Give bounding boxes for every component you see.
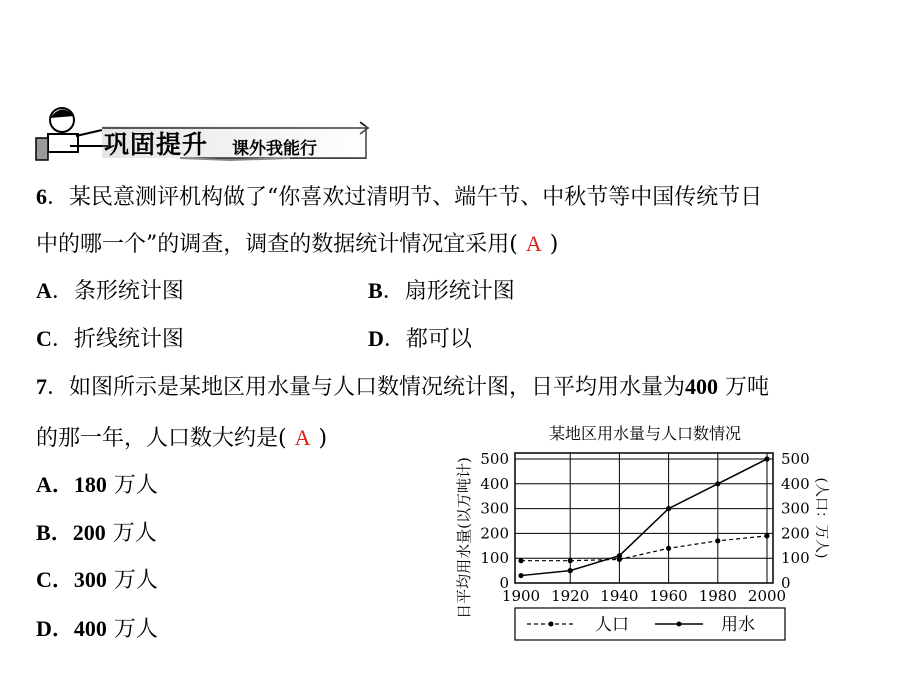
legend-label-water: 用水	[721, 615, 755, 635]
y-tick-left: 200	[480, 524, 509, 543]
q7-option-d: D．400 万人	[36, 616, 158, 642]
q7-number: 7	[36, 374, 47, 399]
plot-area	[515, 453, 773, 583]
q7-line2: 的那一年，人口数大约是( A )	[36, 425, 328, 451]
x-tick: 1900	[501, 587, 541, 605]
y-axis-right-label: (人口：万人)	[813, 477, 829, 559]
legend-marker-water	[677, 622, 682, 627]
q6-line2: 中的哪一个”的调查，调查的数据统计情况宜采用( A )	[36, 231, 559, 257]
data-point-water	[666, 506, 671, 511]
data-point-population	[518, 558, 523, 563]
y-axis-right-ticks	[781, 450, 810, 592]
q6-option-c: C．折线统计图	[36, 326, 184, 352]
data-point-water	[568, 568, 573, 573]
x-axis-ticks	[502, 587, 786, 605]
y-tick-left: 500	[480, 450, 509, 468]
y-axis-left-ticks	[480, 450, 509, 592]
legend-label-population: 人口	[595, 615, 629, 635]
student-writing-icon	[36, 108, 108, 160]
banner-subtitle: 课外我能行	[232, 139, 317, 159]
data-point-population	[715, 538, 720, 543]
q7-answer: A	[294, 425, 311, 450]
y-axis-left-label: 日平均用水量(以万吨计)	[455, 457, 473, 619]
q6-option-d: D．都可以	[368, 326, 472, 352]
data-point-water	[715, 481, 720, 486]
legend-marker-population	[549, 622, 554, 627]
grid	[515, 453, 773, 583]
y-tick-right: 200	[781, 524, 810, 543]
data-point-population	[764, 533, 769, 538]
y-tick-right: 100	[781, 549, 810, 568]
series-line-population	[521, 536, 767, 561]
y-tick-right: 300	[781, 499, 810, 518]
q6-number: 6	[36, 184, 47, 209]
x-tick: 1980	[698, 587, 737, 605]
chart-title: 某地区用水量与人口数情况	[548, 424, 742, 443]
x-tick: 1940	[600, 587, 639, 605]
data-point-water	[518, 573, 523, 578]
data-point-water	[764, 456, 769, 461]
q7-option-a: A．180 万人	[36, 472, 158, 498]
y-tick-left: 0	[499, 574, 509, 592]
y-tick-left: 400	[480, 474, 509, 493]
q7-line1: 7．如图所示是某地区用水量与人口数情况统计图，日平均用水量为400 万吨	[36, 374, 770, 400]
water-population-chart	[445, 418, 829, 648]
x-tick: 1920	[551, 587, 590, 605]
q6-line1: 6．某民意测评机构做了“你喜欢过清明节、端午节、中秋节等中国传统节日	[36, 184, 763, 210]
data-point-population	[568, 558, 573, 563]
q7-option-c: C．300 万人	[36, 567, 158, 593]
q6-option-a: A．条形统计图	[36, 278, 184, 304]
y-tick-left: 300	[480, 499, 509, 518]
q7-option-b: B．200 万人	[36, 520, 157, 546]
y-tick-right: 500	[781, 450, 810, 468]
y-tick-right: 0	[781, 574, 791, 592]
q6-option-b: B．扇形统计图	[368, 278, 515, 304]
y-tick-left: 100	[480, 549, 509, 568]
series-group	[518, 456, 769, 578]
data-point-population	[666, 546, 671, 551]
x-tick: 2000	[747, 587, 787, 605]
y-tick-right: 400	[781, 474, 810, 493]
data-point-water	[617, 553, 622, 558]
q6-answer: A	[525, 231, 542, 256]
banner-title: 巩固提升	[104, 130, 209, 159]
x-tick: 1960	[649, 587, 688, 605]
